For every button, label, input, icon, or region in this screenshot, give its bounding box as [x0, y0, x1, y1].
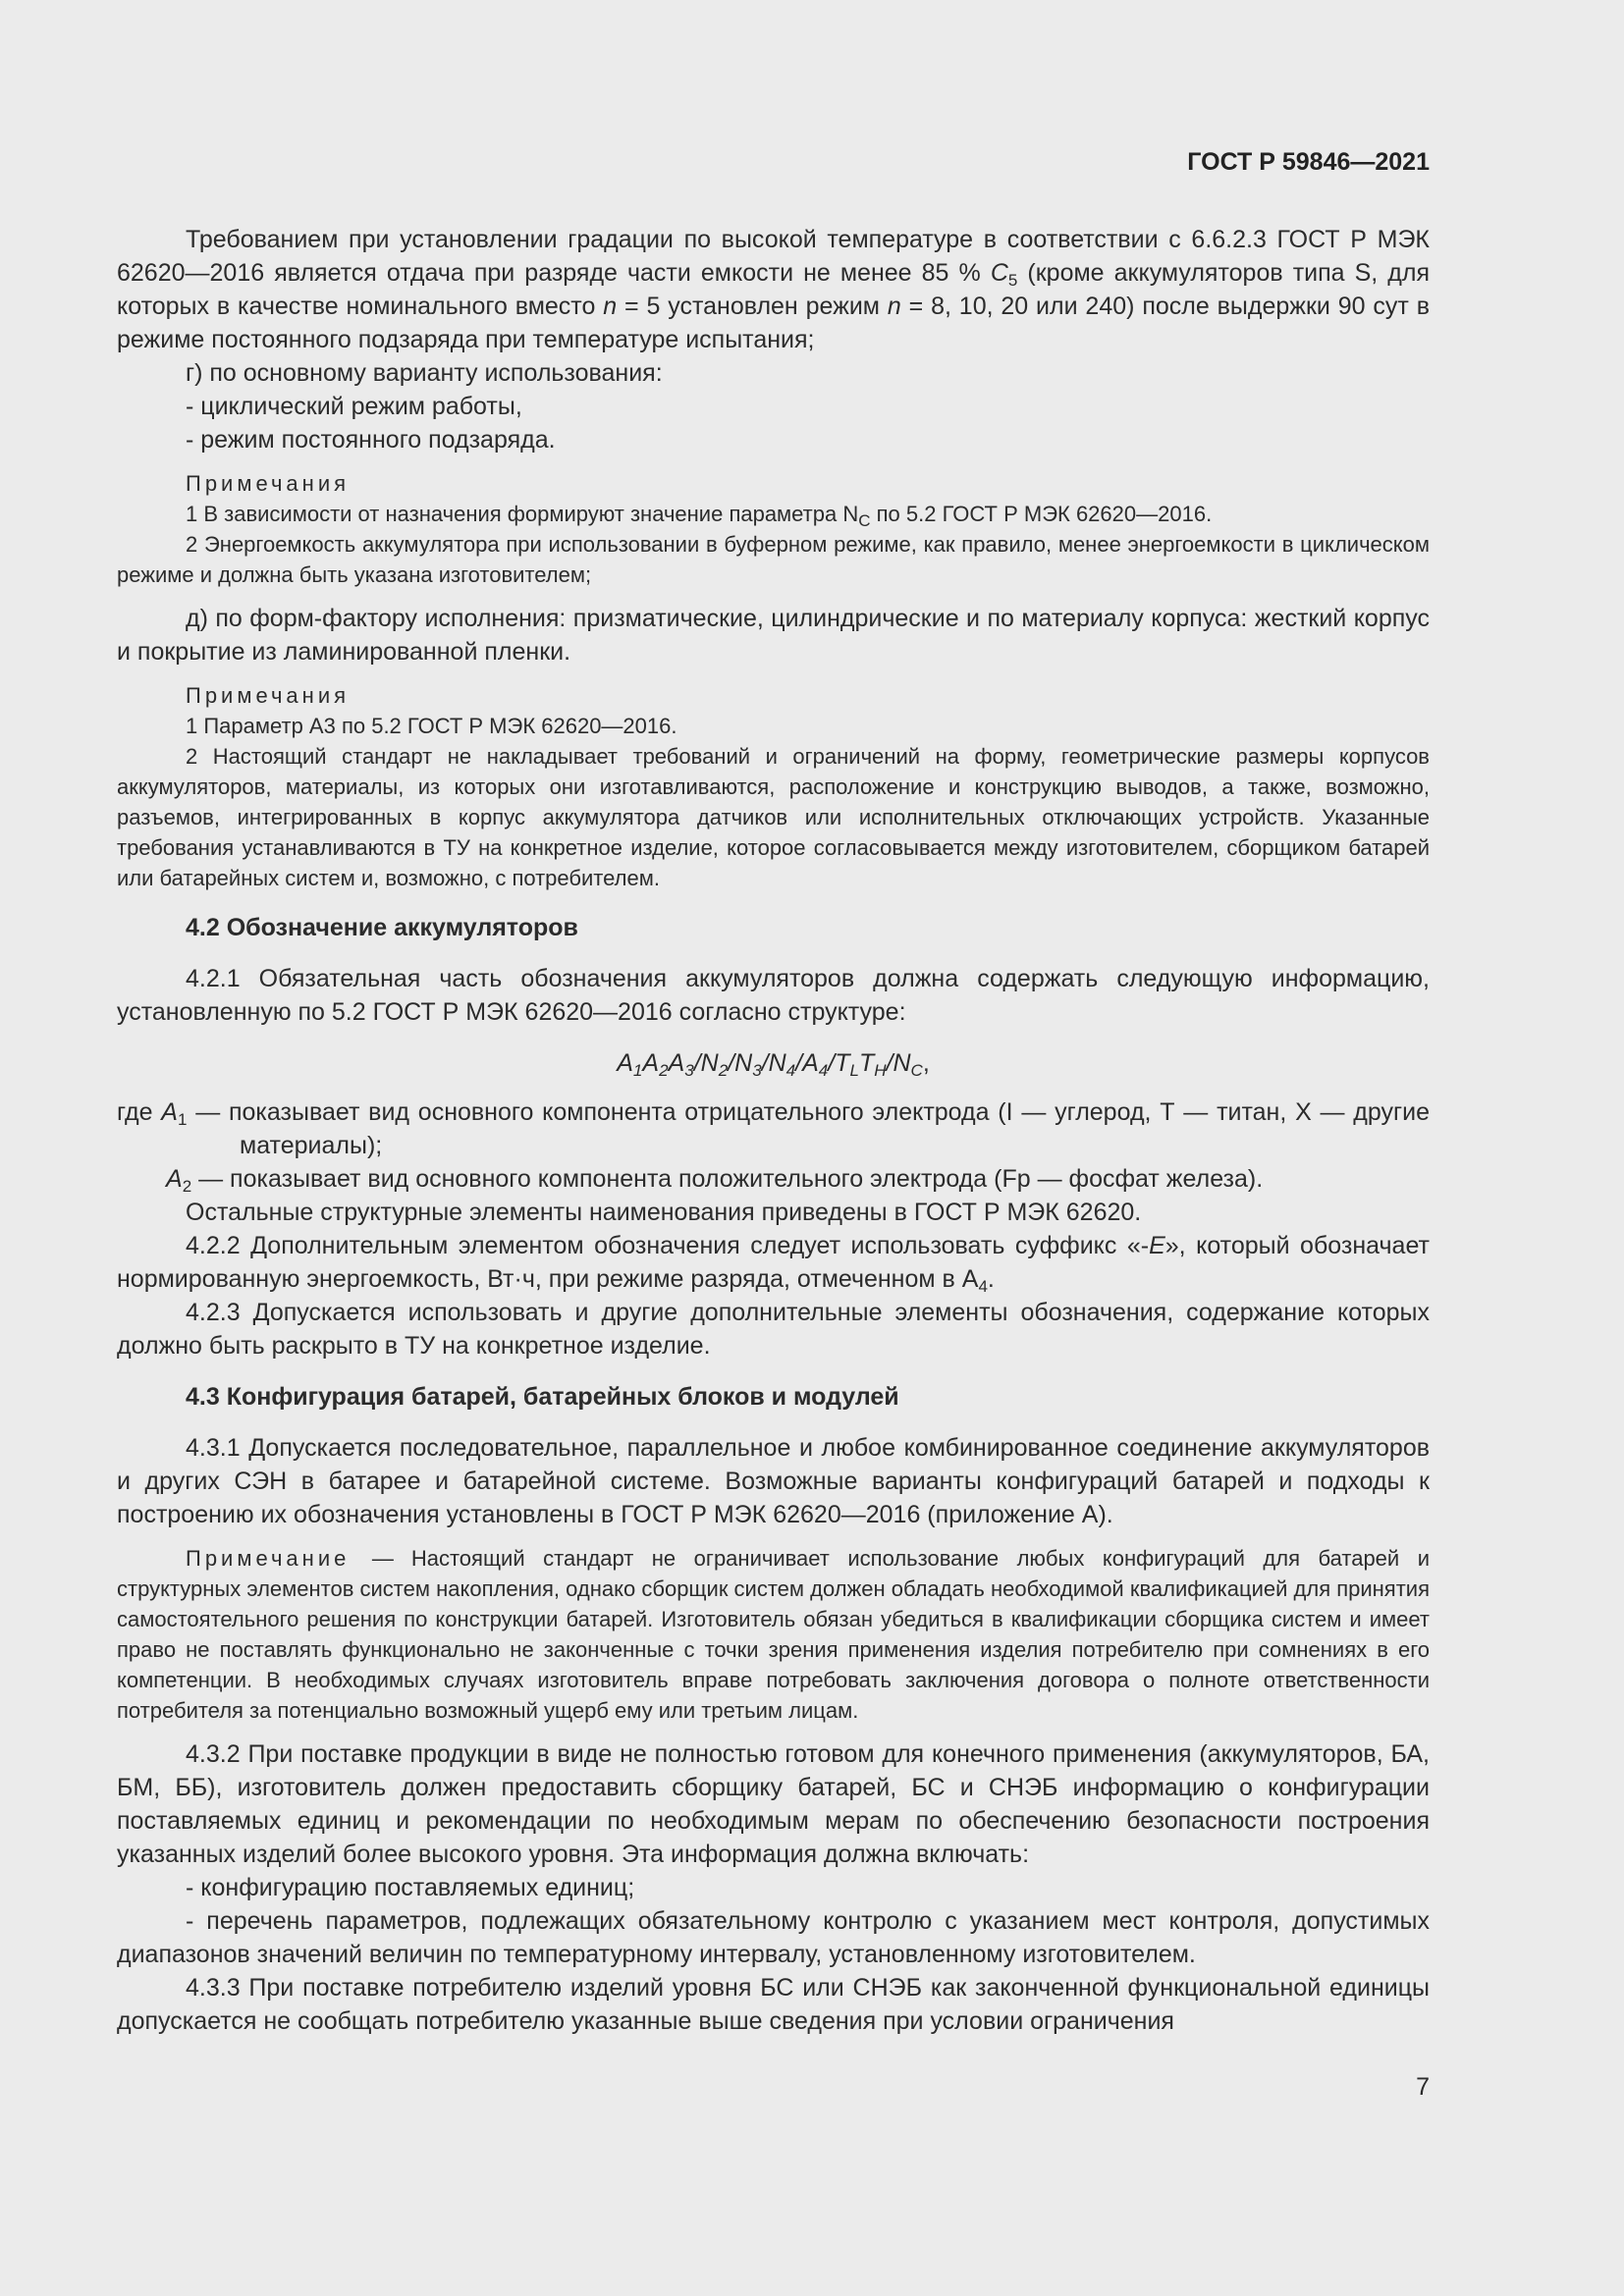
note-line: 2 Настоящий стандарт не накладывает требований и ограничений на форму, геометрические размеры корпусов аккумуляторов, материалы, из которых они изготавливаются, расположение и конструкцию выводов, а также, возможно, разъемов, интегрированных в корпус аккумулятора датчиков или исполнительных отключающих устройств. Указанные требования устанавливаются в ТУ на конкретное изделие, которое согласовывается между изготовителем, сборщиком батарей или батарейных систем и, возможно, с потребителем. — [117, 744, 1430, 890]
list-item: - конфигурацию поставляемых единиц; — [186, 1874, 635, 1901]
document-body — [117, 223, 1430, 2038]
note-block-2 — [117, 680, 1430, 893]
list-item: - циклический режим работы, — [186, 393, 522, 420]
page-number: 7 — [1416, 2073, 1430, 2101]
list-item: - перечень параметров, подлежащих обязательному контролю с указанием мест контроля, допустимых диапазонов значений величин по температурному интервалу, установленному изготовителем. — [117, 1907, 1430, 1968]
note-line: 1 Параметр А3 по 5.2 ГОСТ Р МЭК 62620—2016. — [186, 714, 677, 738]
designation-formula: $A_1A_2A_3/N_2/N_3/N_4/A_4/T_LT_H/N_C$, — [617, 1049, 930, 1080]
paragraph-other-elements: Остальные структурные элементы наименования приведены в ГОСТ Р МЭК 62620. — [186, 1199, 1142, 1226]
section-title-4-2: 4.2 Обозначение аккумуляторов — [186, 914, 578, 941]
document-header: ГОСТ Р 59846—2021 — [1187, 148, 1430, 176]
paragraph-4-2-3: 4.2.3 Допускается использовать и другие дополнительные элементы обозначения, содержание которых должно быть раскрыто в ТУ на конкретное изделие. — [117, 1299, 1430, 1360]
section-title-4-3: 4.3 Конфигурация батарей, батарейных блоков и модулей — [186, 1383, 899, 1411]
note-line: 2 Энергоемкость аккумулятора при использовании в буферном режиме, как правило, менее энергоемкости в циклическом режиме и должна быть указана изготовителем; — [117, 532, 1430, 587]
paragraph-4-3-1: 4.3.1 Допускается последовательное, параллельное и любое комбинированное соединение аккумуляторов и других СЭН в батарее и батарейной системе. Возможные варианты конфигураций батарей и подходы к построению их обозначения установлены в ГОСТ Р МЭК 62620—2016 (приложение А). — [117, 1434, 1430, 1528]
note-heading: Примечания — [186, 683, 351, 708]
where-clause-a1: где $A_1$ — показывает вид основного компонента отрицательного электрода (I — углерод, Т — титан, X — другие материалы); — [117, 1098, 1430, 1159]
paragraph-form-factor: д) по форм-фактору исполнения: призматические, цилиндрические и по материалу корпуса: жесткий корпус и покрытие из ламинированной пленки. — [117, 605, 1430, 666]
list-item: - режим постоянного подзаряда. — [186, 426, 556, 454]
note-heading: Примечание — — [186, 1546, 398, 1571]
paragraph-high-temperature: Требованием при установлении градации по высокой температуре в соответствии с 6.6.2.3 ГОСТ Р МЭК 62620—2016 является отдача при разряде части емкости не менее 85 % $C_5$ (кроме аккумуляторов типа S, для которых в качестве номинального вместо n = 5 установлен режим n = 8, 10, 20 или 240) после выдержки 90 сут в режиме постоянного подзаряда при температуре испытания; — [117, 226, 1431, 353]
note-block-1 — [117, 468, 1430, 590]
paragraph-usage-variant: г) по основному варианту использования: — [186, 359, 663, 387]
where-clause-a2: $A_2$ — показывает вид основного компонента положительного электрода (Fp — фосфат железа). — [166, 1165, 1264, 1196]
note-heading: Примечания — [186, 471, 351, 496]
note-line: 1 В зависимости от назначения формируют значение параметра $N_C$ по 5.2 ГОСТ Р МЭК 62620—2016. — [186, 502, 1213, 530]
paragraph-4-3-3: 4.3.3 При поставке потребителю изделий уровня БС или СНЭБ как законченной функциональной единицы допускается не сообщать потребителю указанные выше сведения при условии ограничения — [117, 1974, 1430, 2035]
paragraph-4-2-2: 4.2.2 Дополнительным элементом обозначения следует использовать суффикс «-E», который обозначает нормированную энергоемкость, Вт·ч, при режиме разряда, отмеченном в $А_4$. — [117, 1232, 1430, 1296]
paragraph-4-3-2: 4.3.2 При поставке продукции в виде не полностью готовом для конечного применения (аккумуляторов, БА, БМ, ББ), изготовитель должен предоставить сборщику батарей, БС и СНЭБ информацию о конфигурации поставляемых единиц и рекомендации по необходимым мерам по обеспечению безопасности построения указанных изделий более высокого уровня. Эта информация должна включать: — [117, 1740, 1430, 1868]
paragraph-4-2-1: 4.2.1 Обязательная часть обозначения аккумуляторов должна содержать следующую информацию, установленную по 5.2 ГОСТ Р МЭК 62620—2016 согласно структуре: — [117, 965, 1430, 1026]
note-line: Примечание — Настоящий стандарт не ограничивает использование любых конфигураций для батарей и структурных элементов систем накопления, однако сборщик систем должен обладать необходимой квалификацией для принятия самостоятельного решения по конструкции батарей. Изготовитель обязан убедиться в квалификации сборщика систем и имеет право не поставлять функционально не законченные с точки зрения применения изделия потребителю при сомнениях в его компетенции. В необходимых случаях изготовитель вправе потребовать заключения договора о полноте ответственности потребителя за потенциально возможный ущерб ему или третьим лицам. — [117, 1546, 1431, 1723]
note-block-3 — [117, 1543, 1430, 1726]
